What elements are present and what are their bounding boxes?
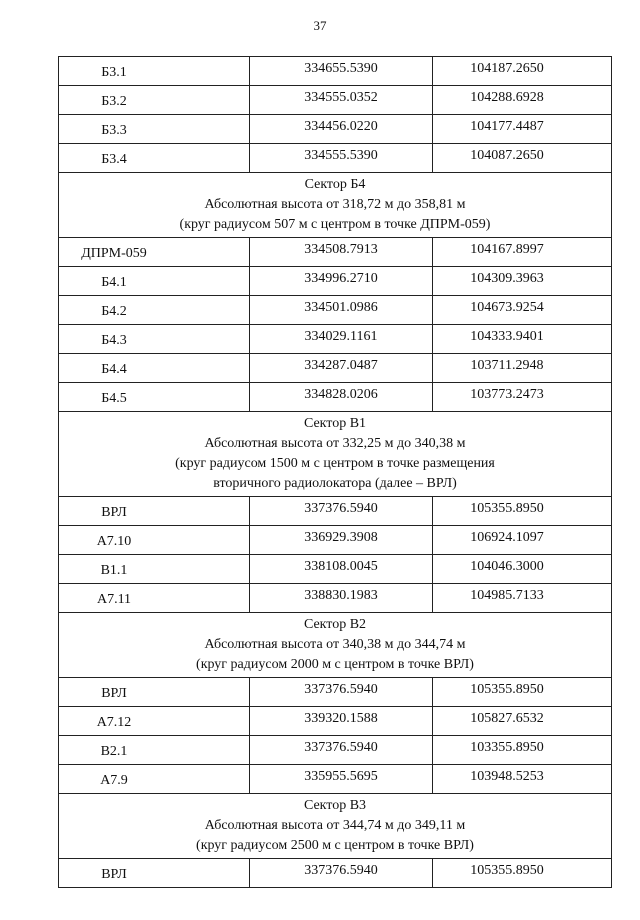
y-coordinate-cell (433, 707, 611, 735)
table-row (59, 584, 611, 613)
point-name-value: А7.9 (100, 773, 128, 788)
x-coordinate-value: 335955.5695 (304, 769, 378, 784)
x-coordinate-value: 337376.5940 (304, 501, 378, 516)
table-row (59, 57, 611, 86)
y-coordinate-value: 104087.2650 (470, 148, 544, 163)
table-row (59, 86, 611, 115)
point-name-value: ДПРМ-059 (81, 246, 147, 261)
point-name-cell (59, 144, 250, 172)
sector-description-line: Абсолютная высота от 340,38 м до 344,74 м (204, 637, 466, 652)
y-coordinate-value: 104985.7133 (470, 588, 544, 603)
y-coordinate-value: 104333.9401 (470, 329, 544, 344)
x-coordinate-cell (250, 765, 433, 793)
sector-title: Сектор В2 (303, 617, 367, 632)
x-coordinate-value: 334029.1161 (304, 329, 378, 344)
point-name-value: А7.11 (96, 592, 132, 607)
point-name-value: А7.10 (96, 534, 132, 549)
sector-title: Сектор В3 (303, 798, 367, 813)
table-row (59, 526, 611, 555)
sector-header (59, 412, 611, 497)
table-row (59, 678, 611, 707)
table-row (59, 859, 611, 888)
sector-header (59, 173, 611, 238)
y-coordinate-value: 103948.5253 (470, 769, 544, 784)
y-coordinate-cell (433, 296, 611, 324)
point-name-value: Б3.4 (101, 152, 127, 167)
sector-title: Сектор В1 (303, 416, 367, 431)
y-coordinate-cell (433, 325, 611, 353)
table-row (59, 765, 611, 794)
y-coordinate-value: 105355.8950 (470, 682, 544, 697)
x-coordinate-value: 334501.0986 (304, 300, 378, 315)
sector-description-line: (круг радиусом 2000 м с центром в точке ВРЛ) (196, 657, 474, 672)
y-coordinate-cell (433, 765, 611, 793)
x-coordinate-value: 334287.0487 (304, 358, 378, 373)
y-coordinate-cell (433, 383, 611, 411)
y-coordinate-cell (433, 736, 611, 764)
point-name-cell (59, 354, 250, 382)
y-coordinate-cell (433, 555, 611, 583)
sector-description-line: Абсолютная высота от 332,25 м до 340,38 м (204, 436, 466, 451)
x-coordinate-cell (250, 526, 433, 554)
y-coordinate-cell (433, 115, 611, 143)
point-name-cell (59, 859, 250, 887)
y-coordinate-value: 106924.1097 (470, 530, 544, 545)
y-coordinate-cell (433, 859, 611, 887)
table-row (59, 115, 611, 144)
point-name-value: Б4.3 (101, 333, 127, 348)
x-coordinate-cell (250, 707, 433, 735)
point-name-value: ВРЛ (101, 867, 127, 882)
x-coordinate-value: 339320.1588 (304, 711, 378, 726)
table-row (59, 555, 611, 584)
y-coordinate-cell (433, 526, 611, 554)
y-coordinate-value: 104177.4487 (470, 119, 544, 134)
point-name-value: Б4.2 (101, 304, 127, 319)
point-name-value: Б3.1 (101, 65, 127, 80)
coordinates-table (58, 56, 612, 888)
x-coordinate-value: 334555.5390 (304, 148, 378, 163)
x-coordinate-cell (250, 736, 433, 764)
y-coordinate-cell (433, 497, 611, 525)
table-row (59, 354, 611, 383)
y-coordinate-value: 104288.6928 (470, 90, 544, 105)
x-coordinate-value: 334655.5390 (304, 61, 378, 76)
point-name-value: ВРЛ (101, 686, 127, 701)
sector-header (59, 613, 611, 678)
x-coordinate-value: 337376.5940 (304, 740, 378, 755)
table-row (59, 238, 611, 267)
point-name-cell (59, 238, 250, 266)
x-coordinate-cell (250, 238, 433, 266)
sector-description-line: Абсолютная высота от 318,72 м до 358,81 м (204, 197, 466, 212)
sector-description-line: (круг радиусом 1500 м с центром в точке размещения (175, 456, 495, 471)
point-name-value: Б3.2 (101, 94, 127, 109)
point-name-cell (59, 267, 250, 295)
x-coordinate-cell (250, 497, 433, 525)
y-coordinate-value: 105355.8950 (470, 501, 544, 516)
point-name-value: Б4.5 (101, 391, 127, 406)
y-coordinate-value: 103773.2473 (470, 387, 544, 402)
y-coordinate-cell (433, 584, 611, 612)
x-coordinate-cell (250, 584, 433, 612)
y-coordinate-value: 104167.8997 (470, 242, 544, 257)
point-name-value: В2.1 (100, 744, 128, 759)
point-name-value: ВРЛ (101, 505, 127, 520)
y-coordinate-value: 103711.2948 (470, 358, 544, 373)
x-coordinate-cell (250, 678, 433, 706)
x-coordinate-value: 337376.5940 (304, 863, 378, 878)
point-name-cell (59, 57, 250, 85)
y-coordinate-cell (433, 238, 611, 266)
point-name-cell (59, 584, 250, 612)
sector-description-line: (круг радиусом 507 м с центром в точке ДПРМ-059) (179, 217, 491, 232)
point-name-cell (59, 86, 250, 114)
y-coordinate-value: 104309.3963 (470, 271, 544, 286)
y-coordinate-cell (433, 267, 611, 295)
point-name-cell (59, 296, 250, 324)
point-name-cell (59, 115, 250, 143)
x-coordinate-cell (250, 859, 433, 887)
x-coordinate-cell (250, 57, 433, 85)
table-row (59, 736, 611, 765)
x-coordinate-value: 334508.7913 (304, 242, 378, 257)
sector-description-line: Абсолютная высота от 344,74 м до 349,11 м (204, 818, 466, 833)
table-row (59, 707, 611, 736)
y-coordinate-value: 105827.6532 (470, 711, 544, 726)
table-row (59, 497, 611, 526)
y-coordinate-cell (433, 354, 611, 382)
x-coordinate-cell (250, 144, 433, 172)
table-row (59, 144, 611, 173)
x-coordinate-cell (250, 383, 433, 411)
page-number: 37 (313, 18, 327, 33)
x-coordinate-cell (250, 267, 433, 295)
point-name-cell (59, 555, 250, 583)
sector-description-line: (круг радиусом 2500 м с центром в точке ВРЛ) (196, 838, 474, 853)
point-name-value: Б4.1 (101, 275, 127, 290)
y-coordinate-cell (433, 86, 611, 114)
point-name-cell (59, 765, 250, 793)
point-name-value: А7.12 (96, 715, 132, 730)
y-coordinate-value: 105355.8950 (470, 863, 544, 878)
y-coordinate-cell (433, 144, 611, 172)
x-coordinate-value: 338830.1983 (304, 588, 378, 603)
x-coordinate-cell (250, 354, 433, 382)
x-coordinate-value: 334456.0220 (304, 119, 378, 134)
x-coordinate-value: 337376.5940 (304, 682, 378, 697)
x-coordinate-cell (250, 325, 433, 353)
table-row (59, 325, 611, 354)
y-coordinate-value: 104046.3000 (470, 559, 544, 574)
y-coordinate-cell (433, 678, 611, 706)
x-coordinate-value: 334996.2710 (304, 271, 378, 286)
point-name-cell (59, 707, 250, 735)
point-name-cell (59, 678, 250, 706)
sector-title: Сектор Б4 (304, 177, 366, 192)
point-name-cell (59, 497, 250, 525)
y-coordinate-value: 104673.9254 (470, 300, 544, 315)
x-coordinate-cell (250, 296, 433, 324)
x-coordinate-value: 334555.0352 (304, 90, 378, 105)
x-coordinate-value: 338108.0045 (304, 559, 378, 574)
point-name-value: В1.1 (100, 563, 128, 578)
point-name-value: Б4.4 (101, 362, 127, 377)
y-coordinate-value: 104187.2650 (470, 61, 544, 76)
x-coordinate-value: 336929.3908 (304, 530, 378, 545)
point-name-cell (59, 526, 250, 554)
y-coordinate-value: 103355.8950 (470, 740, 544, 755)
x-coordinate-cell (250, 115, 433, 143)
x-coordinate-value: 334828.0206 (304, 387, 378, 402)
table-row (59, 383, 611, 412)
point-name-cell (59, 383, 250, 411)
table-row (59, 267, 611, 296)
point-name-cell (59, 736, 250, 764)
table-row (59, 296, 611, 325)
point-name-value: Б3.3 (101, 123, 127, 138)
y-coordinate-cell (433, 57, 611, 85)
sector-description-line: вторичного радиолокатора (далее – ВРЛ) (213, 476, 457, 491)
sector-header (59, 794, 611, 859)
x-coordinate-cell (250, 86, 433, 114)
x-coordinate-cell (250, 555, 433, 583)
point-name-cell (59, 325, 250, 353)
